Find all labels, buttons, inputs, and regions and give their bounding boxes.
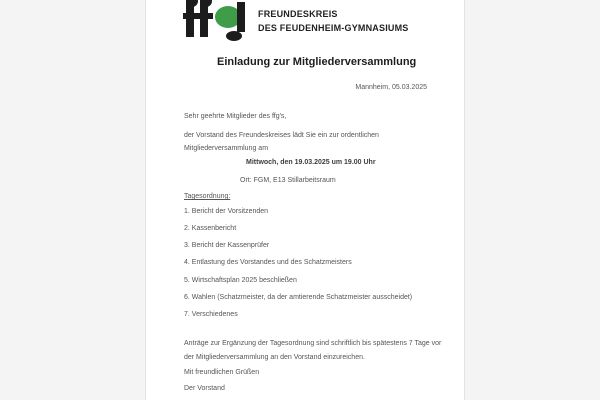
note-line-2: der Mitgliederversammlung an den Vorstand einzureichen. — [184, 354, 365, 361]
closing-salutation: Mit freundlichen Grüßen — [184, 369, 260, 376]
agenda-item-6: 6. Wahlen (Schatzmeister, da der amtierende Schatzmeister ausscheidet) — [184, 294, 413, 301]
note-line-1: Anträge zur Ergänzung der Tagesordnung sind schriftlich bis spätestens 7 Tage vor — [184, 340, 442, 347]
intro-line-1: der Vorstand des Freundeskreises lädt Sie ein zur ordentlichen — [184, 132, 379, 139]
meeting-datetime: Mittwoch, den 19.03.2025 um 19.00 Uhr — [246, 159, 376, 166]
ffg-logo-icon — [183, 0, 255, 43]
org-name — [258, 7, 409, 35]
agenda-item-5: 5. Wirtschaftsplan 2025 beschließen — [184, 277, 297, 284]
letter-page — [145, 0, 465, 400]
org-name-line1: FREUNDESKREIS — [258, 9, 338, 19]
agenda-item-4: 4. Entlastung des Vorstandes und des Schatzmeisters — [184, 259, 352, 266]
meeting-location: Ort: FGM, E13 Stillarbeitsraum — [240, 177, 336, 184]
agenda-heading: Tagesordnung: — [184, 193, 231, 200]
intro-line-2: Mitgliederversammlung am — [184, 145, 269, 152]
signature: Der Vorstand — [184, 385, 225, 392]
agenda-item-1: 1. Bericht der Vorsitzenden — [184, 208, 269, 215]
org-name-line2: DES FEUDENHEIM-GYMNASIUMS — [258, 23, 409, 33]
agenda-item-3: 3. Bericht der Kassenprüfer — [184, 242, 270, 249]
salutation: Sehr geehrte Mitglieder des ffg's, — [184, 113, 287, 120]
place-date-line: Mannheim, 05.03.2025 — [355, 84, 427, 91]
agenda-item-7: 7. Verschiedenes — [184, 311, 238, 318]
agenda-item-2: 2. Kassenbericht — [184, 225, 237, 232]
letter-title: Einladung zur Mitgliederversammlung — [217, 56, 417, 68]
